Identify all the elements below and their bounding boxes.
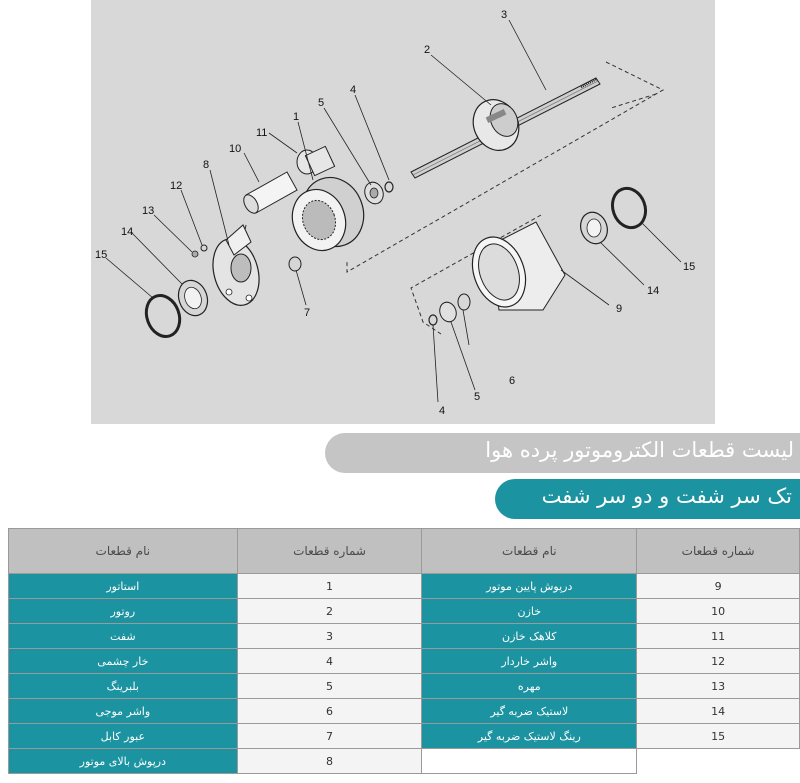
part-number: 5	[237, 674, 422, 699]
callout-10: 10	[229, 143, 242, 155]
table-header-row	[9, 529, 800, 574]
part-number: 10	[637, 599, 800, 624]
table-row	[9, 699, 800, 724]
toothed-washer-part	[201, 245, 207, 251]
callout-5: 5	[318, 97, 325, 109]
table-row	[9, 724, 800, 749]
part-name: خار چشمی	[9, 649, 238, 674]
part-number: 9	[637, 574, 800, 599]
parts-table	[8, 528, 800, 774]
page-title: لیست قطعات الکتروموتور پرده هوا	[485, 438, 794, 462]
empty-cell	[422, 749, 637, 774]
nut-part	[192, 251, 198, 257]
callout-12: 12	[170, 180, 183, 192]
callout-3: 3	[501, 9, 508, 21]
bearing-lower-part	[437, 300, 459, 324]
table-row	[9, 749, 800, 774]
callout-4: 4	[350, 84, 357, 96]
callout-6: 6	[509, 375, 516, 387]
part-number: 12	[637, 649, 800, 674]
part-name: درپوش بالای موتور	[9, 749, 238, 774]
part-name: لاستیک ضربه گیر	[422, 699, 637, 724]
column-header-number: شماره قطعات	[637, 529, 800, 574]
callout-8: 8	[203, 159, 210, 171]
callout-2: 2	[424, 44, 431, 56]
title-banner	[325, 433, 800, 473]
table-row	[9, 624, 800, 649]
column-header-name: نام قطعات	[422, 529, 637, 574]
part-number: 11	[637, 624, 800, 649]
part-number: 15	[637, 724, 800, 749]
stator-part	[284, 169, 373, 258]
bearing-bore	[370, 188, 378, 198]
cable-gland-part	[289, 257, 301, 271]
part-number: 14	[637, 699, 800, 724]
callout-14-right: 14	[647, 285, 660, 297]
part-number: 4	[237, 649, 422, 674]
page-subtitle: تک سر شفت و دو سر شفت	[541, 484, 792, 508]
part-name: کلاهک خازن	[422, 624, 637, 649]
part-name: عبور کابل	[9, 724, 238, 749]
callout-7: 7	[304, 307, 311, 319]
lower-end-cover-part	[463, 222, 565, 314]
exploded-view-drawing	[91, 0, 715, 424]
circlip-part	[385, 182, 393, 192]
part-number: 7	[237, 724, 422, 749]
callout-13: 13	[142, 205, 155, 217]
wave-washer-part	[458, 294, 470, 310]
empty-cell	[637, 749, 800, 774]
callout-15-right: 15	[683, 261, 696, 273]
part-name: درپوش پایین موتور	[422, 574, 637, 599]
part-name: رینگ لاستیک ضربه گیر	[422, 724, 637, 749]
table-row	[9, 649, 800, 674]
callout-9: 9	[616, 303, 623, 315]
callout-14-left: 14	[121, 226, 134, 238]
column-header-name: نام قطعات	[9, 529, 238, 574]
part-name: خازن	[422, 599, 637, 624]
part-name: شفت	[9, 624, 238, 649]
part-number: 13	[637, 674, 800, 699]
callout-15-left: 15	[95, 249, 108, 261]
part-name: روتور	[9, 599, 238, 624]
part-number: 8	[237, 749, 422, 774]
part-number: 3	[237, 624, 422, 649]
part-name: استاتور	[9, 574, 238, 599]
callout-1: 1	[293, 111, 300, 123]
table-row	[9, 599, 800, 624]
part-name: مهره	[422, 674, 637, 699]
part-name: بلبرینگ	[9, 674, 238, 699]
callout-leaders	[106, 20, 681, 402]
part-number: 2	[237, 599, 422, 624]
part-name: واشر خاردار	[422, 649, 637, 674]
part-number: 1	[237, 574, 422, 599]
table-row	[9, 574, 800, 599]
part-number: 6	[237, 699, 422, 724]
subtitle-banner	[495, 479, 800, 519]
circlip-lower-part	[429, 315, 437, 325]
callout-labels	[95, 9, 695, 417]
part-name: واشر موجی	[9, 699, 238, 724]
callout-11: 11	[256, 127, 268, 139]
upper-end-cover-part	[206, 225, 266, 311]
column-header-number: شماره قطعات	[237, 529, 422, 574]
exploded-motor-diagram	[91, 0, 715, 424]
callout-5-lower: 5	[474, 391, 481, 403]
callout-4-lower: 4	[439, 405, 446, 417]
table-row	[9, 674, 800, 699]
